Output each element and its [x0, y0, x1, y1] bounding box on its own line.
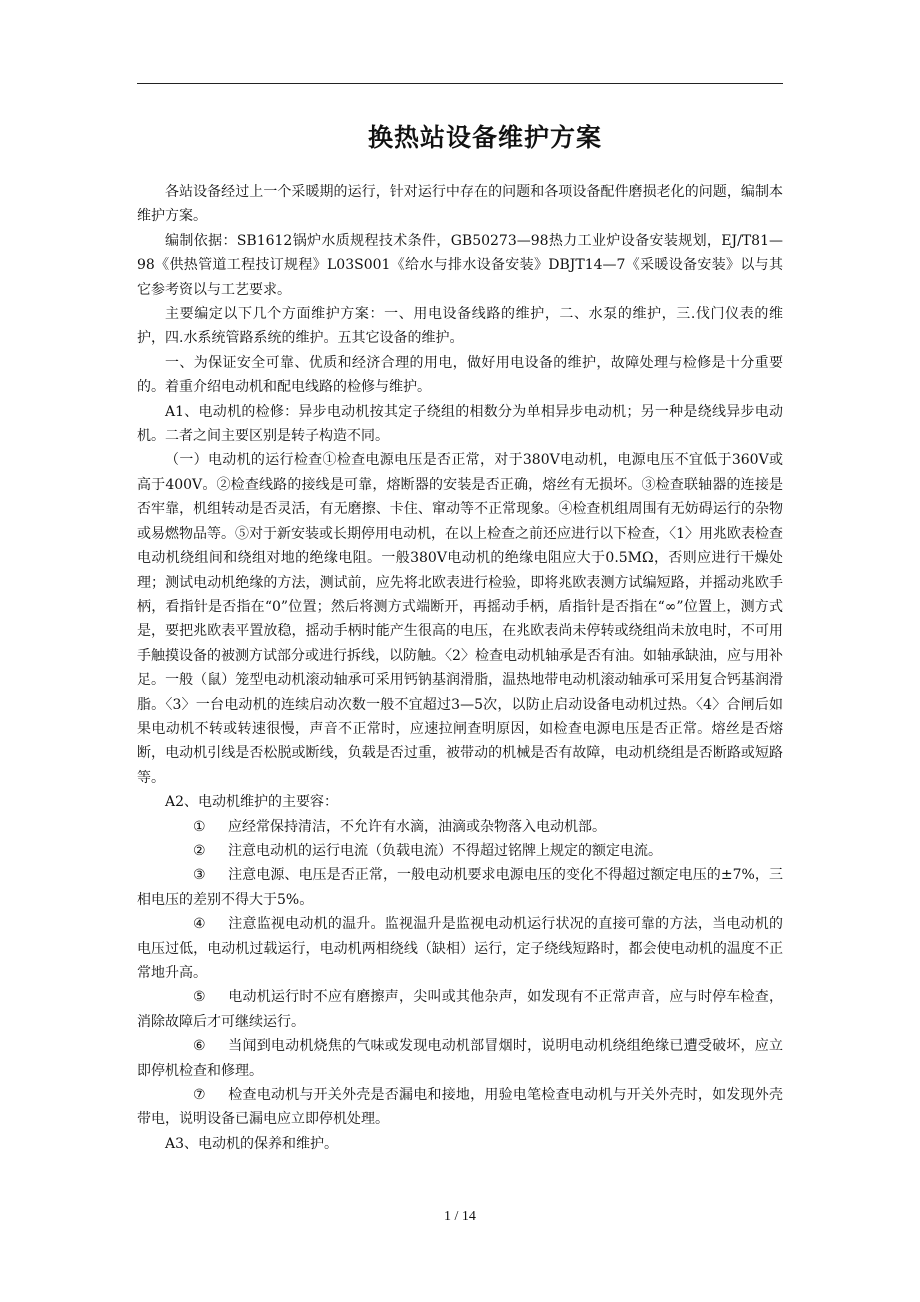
list-item-number: ④	[193, 916, 206, 933]
document-body	[137, 180, 783, 1156]
list-item-text: 应经常保持清洁，不允许有水滴，油滴或杂物落入电动机部。	[228, 818, 606, 835]
list-item-text: 注意监视电动机的温升。监视温升是监视电动机运行状况的直接可靠的方法，当电动机的电压过低，电动机过载运行，电动机两相绕线（缺相）运行，定子绕线短路时，都会使电动机的温度不正常地升高。	[137, 916, 783, 981]
list-item-number: ⑥	[193, 1038, 206, 1055]
paragraph-intro: 各站设备经过上一个采暖期的运行，针对运行中存在的问题和各项设备配件磨损老化的问题，编制本维护方案。	[137, 184, 783, 225]
header-rule	[137, 83, 783, 84]
paragraph-a1: A1、电动机的检修：异步电动机按其定子绕组的相数分为单相异步电动机；另一种是绕线异步电动机。二者之间主要区别是转子构造不同。	[137, 403, 783, 445]
paragraph-section-1: 一、为保证安全可靠、优质和经济合理的用电，做好用电设备的维护，故障处理与检修是十分重要的。着重介绍电动机和配电线路的检修与维护。	[137, 354, 783, 396]
list-item	[137, 839, 783, 863]
document-title: 换热站设备维护方案	[367, 123, 602, 152]
list-item-number: ⑦	[193, 1087, 206, 1104]
list-item	[137, 863, 783, 912]
list-item-text: 电动机运行时不应有磨擦声，尖叫或其他杂声，如发现有不正常声音，应与时停车检查，消除故障后才可继续运行。	[137, 989, 783, 1030]
list-item	[137, 985, 783, 1034]
list-item	[137, 912, 783, 985]
list-item-number: ①	[193, 818, 206, 835]
list-item	[137, 815, 783, 839]
list-item-text: 当闻到电动机烧焦的气味或发现电动机部冒烟时，说明电动机绕组绝缘已遭受破坏，应立即停机检查和修理。	[137, 1038, 783, 1079]
paragraph-a2: A2、电动机维护的主要容：	[165, 794, 339, 811]
paragraph-basis: 编制依据：SB1612锅炉水质规程技术条件，GB50273—98热力工业炉设备安装规划，EJ/T81—98《供热管道工程技订规程》L03S001《给水与排水设备安装》DBJT14—7《采暖设备安装》以与其它参考资以与工艺要求。	[137, 232, 783, 298]
paragraph-run-check: （一）电动机的运行检查①检查电源电压是否正常，对于380V电动机，电源电压不宜低于360V或高于400V。②检查线路的接线是可靠，熔断器的安装是否正确，熔丝有无损坏。③检查联轴器的连接是否牢靠，机组转动是否灵活，有无磨擦、卡住、窜动等不正常现象。④检查机组周围有无妨碍运行的杂物或易燃物品等。⑤对于新安装或长期停用电动机，在以上检查之前还应进行以下检查，〈1〉用兆欧表检查电动机绕组间和绕组对地的绝缘电阻。一般380V电动机的绝缘电阻应大于0.5MΩ，否则应进行干燥处理；测试电动机绝缘的方法，测试前，应先将北欧表进行检验，即将兆欧表测方试编短路，并摇动兆欧手柄，看指针是否指在“0”位置；然后将测方式端断开，再摇动手柄，盾指针是否指在“∞”位置上，测方式是，要把兆欧表平置放稳，摇动手柄时能产生很高的电压，在兆欧表尚未停转或绕组尚未放电时，不可用手触摸设备的被测方试部分或进行拆线，以防触。〈2〉检查电动机轴承是否有油。如轴承缺油，应与用补足。一般（鼠）笼型电动机滚动轴承可采用钙钠基润滑脂，温热地带电动机滚动轴承可采用复合钙基润滑脂。〈3〉一台电动机的连续启动次数一般不宜超过3—5次，以防止启动设备电动机过热。〈4〉合闸后如果电动机不转或转速很慢，声音不正常时，应速拉闸查明原因，如检查电源电压是否正常。熔丝是否熔断，电动机引线是否松脱或断线，负载是否过重，被带动的机械是否有故障，电动机绕组是否断路或短路等。	[137, 452, 783, 786]
list-item-number: ②	[193, 842, 206, 859]
list-item-number: ⑤	[193, 989, 206, 1006]
list-item-text: 注意电动机的运行电流（负载电流）不得超过铭牌上规定的额定电流。	[228, 842, 662, 859]
list-item	[137, 1083, 783, 1132]
list-item-text: 检查电动机与开关外壳是否漏电和接地，用验电笔检查电动机与开关外壳时，如发现外壳带电，说明设备已漏电应立即停机处理。	[137, 1087, 783, 1128]
list-item-number: ③	[193, 867, 206, 884]
paragraph-a3: A3、电动机的保养和维护。	[165, 1135, 339, 1152]
page-number: 1 / 14	[444, 1209, 476, 1224]
paragraph-scope: 主要编定以下几个方面维护方案：一、用电设备线路的维护，二、水泵的维护，三.伐门仪表的维护，四.水系统管路系统的维护。五其它设备的维护。	[137, 306, 783, 347]
list-item	[137, 1034, 783, 1083]
list-item-text: 注意电源、电压是否正常，一般电动机要求电源电压的变化不得超过额定电压的±7%，三相电压的差别不得大于5%。	[137, 867, 783, 908]
